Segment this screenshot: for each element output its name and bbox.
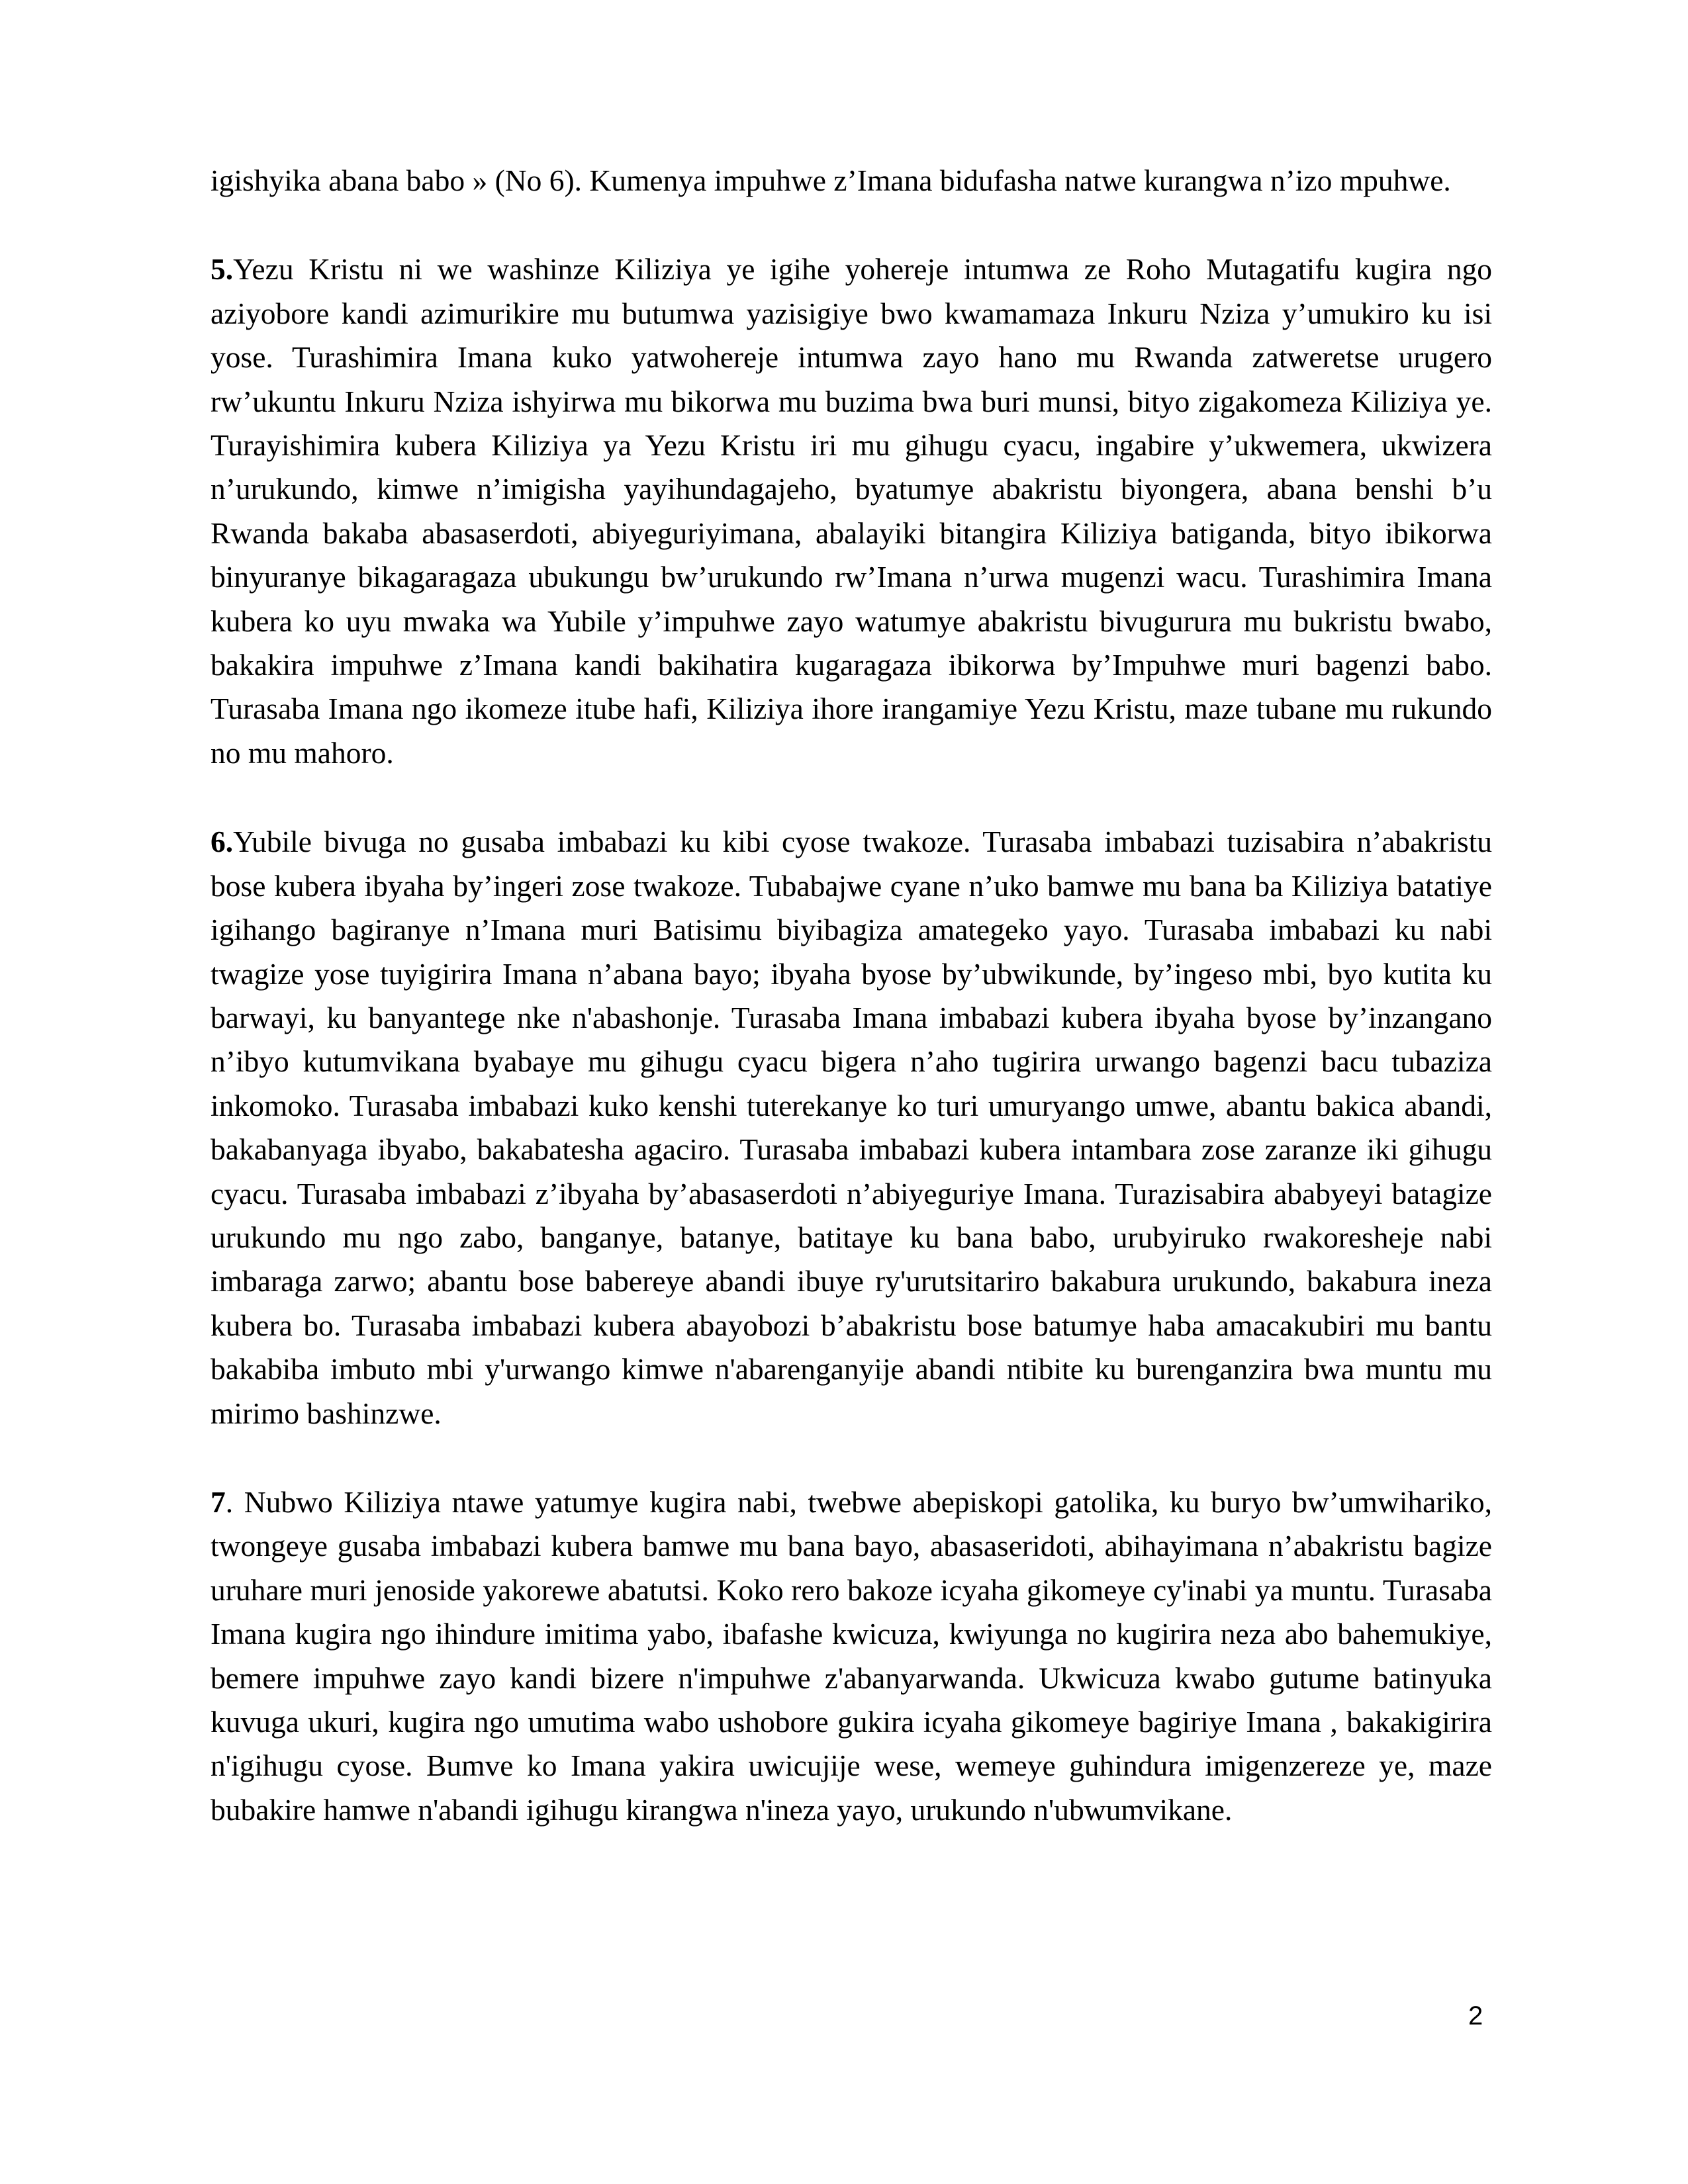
paragraph-text: . Nubwo Kiliziya ntawe yatumye kugira nabi, twebwe abepiskopi gatolika, ku buryo bw’umwihariko, twongeye gusaba imbabazi kubera bamwe mu bana bayo, abasaseridoti, abihayimana n’abakristu bagize uruhare muri jenoside yakorewe abatutsi. Koko rero bakoze icyaha gikomeye cy'inabi ya muntu. Turasaba Imana kugira ngo ihindure imitima yabo, ibafashe kwicuza, kwiyunga no kugirira neza abo bahemukiye, bemere impuhwe zayo kandi bizere n'impuhwe z'abanyarwanda. Ukwicuza kwabo gutume batinyuka kuvuga ukuri, kugira ngo umutima wabo ushobore gukira icyaha gikomeye bagiriye Imana , bakakigirira n'igihugu cyose. Bumve ko Imana yakira uwicujije wese, wemeye guhindura imigenzereze ye, maze bubakire hamwe n'abandi igihugu kirangwa n'ineza yayo, urukundo n'ubwumvikane.: [211, 1484, 1492, 1827]
page-number: 2: [1468, 2001, 1483, 2030]
paragraph-number: 7: [211, 1484, 226, 1519]
paragraph-text: igishyika abana babo » (No 6). Kumenya impuhwe z’Imana bidufasha natwe kurangwa n’izo mpuhwe.: [211, 163, 1451, 197]
paragraph-6: [211, 820, 1492, 1435]
paragraph-7: [211, 1480, 1492, 1832]
paragraph-continued: [211, 159, 1492, 203]
paragraph-number: 6.: [211, 825, 234, 859]
paragraph-text: Yubile bivuga no gusaba imbabazi ku kibi cyose twakoze. Turasaba imbabazi tuzisabira n’abakristu bose kubera ibyaha by’ingeri zose twakoze. Tubabajwe cyane n’uko bamwe mu bana ba Kiliziya batatiye igihango bagiranye n’Imana muri Batisimu biyibagiza amategeko yayo. Turasaba imbabazi ku nabi twagize yose tuyigirira Imana n’abana bayo; ibyaha byose by’ubwikunde, by’ingeso mbi, byo kutita ku barwayi, ku banyantege nke n'abashonje. Turasaba Imana imbabazi kubera ibyaha byose by’inzangano n’ibyo kutumvikana byabaye mu gihugu cyacu bigera n’aho tugirira urwango bagenzi bacu tubaziza inkomoko. Turasaba imbabazi kuko kenshi tuterekanye ko turi umuryango umwe, abantu bakica abandi, bakabanyaga ibyabo, bakabatesha agaciro. Turasaba imbabazi kubera intambara zose zaranze iki gihugu cyacu. Turasaba imbabazi z’ibyaha by’abasaserdoti n’abiyeguriye Imana. Turazisabira ababyeyi batagize urukundo mu ngo zabo, banganye, batanye, batitaye ku bana babo, urubyiruko rwakoresheje nabi imbaraga zarwo; abantu bose babereye abandi ibuye ry'urutsitariro bakabura urukundo, bakabura ineza kubera bo. Turasaba imbabazi kubera abayobozi b’abakristu bose batumye haba amacakubiri mu bantu bakabiba imbuto mbi y'urwango kimwe n'abarenganyije abandi ntibite ku burenganzira bwa muntu mu mirimo bashinzwe.: [211, 825, 1492, 1430]
document-page: [211, 159, 1492, 1877]
paragraph-text: Yezu Kristu ni we washinze Kiliziya ye igihe yohereje intumwa ze Roho Mutagatifu kugira ngo aziyobore kandi azimurikire mu butumwa yazisigiye bwo kwamamaza Inkuru Nziza y’umukiro ku isi yose. Turashimira Imana kuko yatwohereje intumwa zayo hano mu Rwanda zatweretse urugero rw’ukuntu Inkuru Nziza ishyirwa mu bikorwa mu buzima bwa buri munsi, bityo zigakomeza Kiliziya ye. Turayishimira kubera Kiliziya ya Yezu Kristu iri mu gihugu cyacu, ingabire y’ukwemera, ukwizera n’urukundo, kimwe n’imigisha yayihundagajeho, byatumye abakristu biyongera, abana benshi b’u Rwanda bakaba abasaserdoti, abiyeguriyimana, abalayiki bitangira Kiliziya batiganda, bityo ibikorwa binyuranye bikagaragaza ubukungu bw’urukundo rw’Imana n’urwa mugenzi wacu. Turashimira Imana kubera ko uyu mwaka wa Yubile y’impuhwe zayo watumye abakristu bivugurura mu bukristu bwabo, bakakira impuhwe z’Imana kandi bakihatira kugaragaza ibikorwa by’Impuhwe muri bagenzi babo. Turasaba Imana ngo ikomeze itube hafi, Kiliziya ihore irangamiye Yezu Kristu, maze tubane mu rukundo no mu mahoro.: [211, 252, 1492, 770]
paragraph-number: 5.: [211, 252, 234, 287]
paragraph-5: [211, 248, 1492, 775]
